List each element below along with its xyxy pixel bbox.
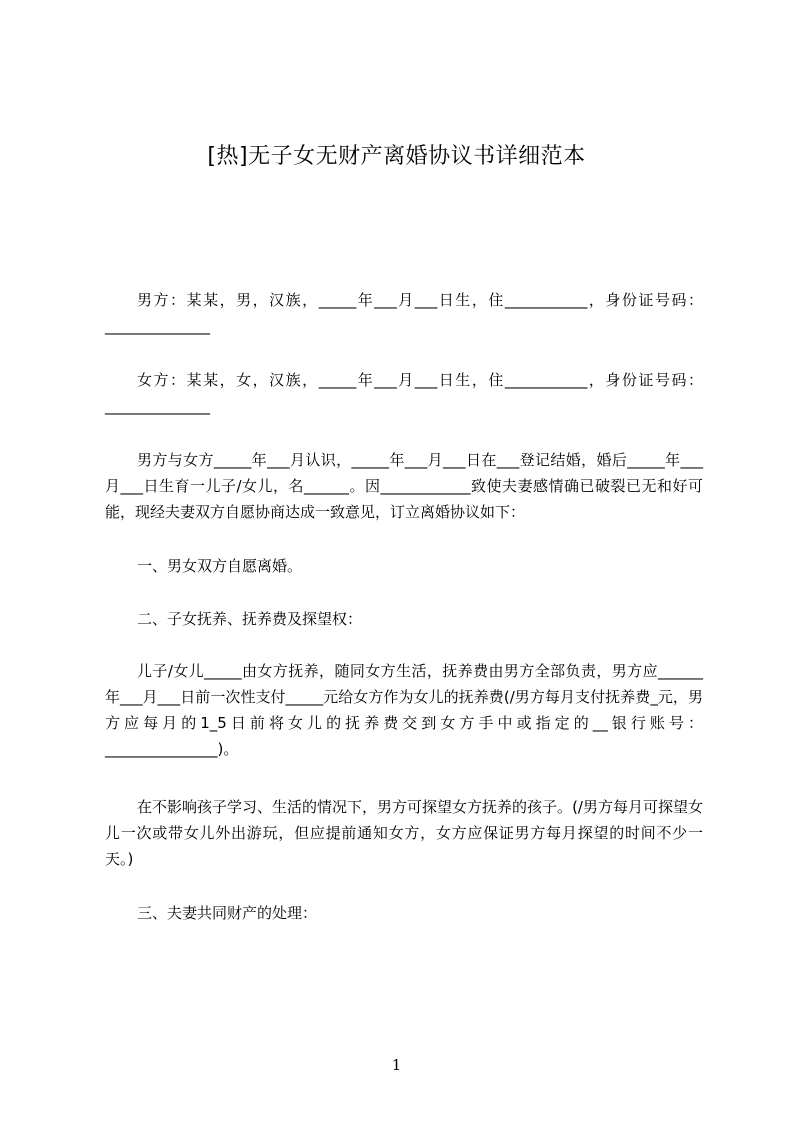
paragraph-clause-1: 一、男女双方自愿离婚。 bbox=[137, 557, 303, 575]
paragraph-clause-2-heading: 二、子女抚养、抚养费及探望权： bbox=[137, 610, 363, 628]
paragraph-child-support: 儿子/女儿_____由女方抚养，随同女方生活，抚养费由男方全部负责，男方应______年___月___日前一次性支付_____元给女方作为女儿的抚养费(/男方每月支付抚养费_元，男方应每月的1_5日前将女儿的抚养费交到女方手中或指定的__银行账号：_______________)。 bbox=[105, 662, 703, 758]
page-number: 1 bbox=[391, 1056, 402, 1074]
paragraph-husband-info: 男方：某某，男，汉族，_____年___月___日生，住___________，身份证号码：______________ bbox=[105, 291, 703, 335]
document-title: [热]无子女无财产离婚协议书详细范本 bbox=[207, 144, 586, 169]
paragraph-clause-3-heading: 三、夫妻共同财产的处理： bbox=[137, 904, 318, 922]
paragraph-visitation: 在不影响孩子学习、生活的情况下，男方可探望女方抚养的孩子。(/男方每月可探望女儿一次或带女儿外出游玩，但应提前通知女方，女方应保证男方每月探望的时间不少一天。) bbox=[105, 798, 703, 868]
paragraph-marriage-background: 男方与女方_____年___月认识，_____年___月___日在___登记结婚，婚后_____年___月___日生育一儿子/女儿，名______。因____________致使夫妻感情确已破裂已无和好可能，现经夫妻双方自愿协商达成一致意见，订立离婚协议如下： bbox=[105, 451, 703, 521]
paragraph-wife-info: 女方：某某，女，汉族，_____年___月___日生，住___________，身份证号码：______________ bbox=[105, 371, 703, 415]
